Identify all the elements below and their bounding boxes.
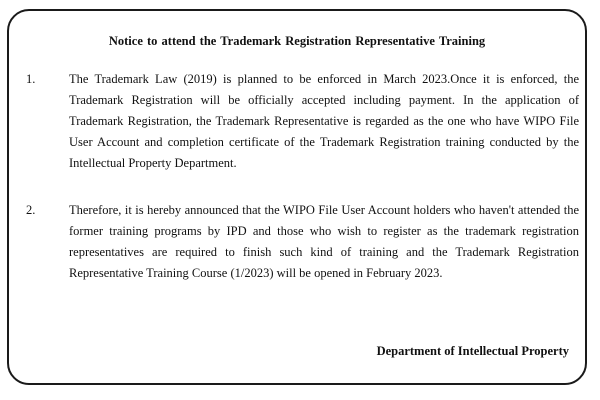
item-text: Therefore, it is hereby announced that the WIPO File User Account holders who haven't attended the former training programs by IPD and those who wish to register as the trademark registration representatives are required to finish such kind of training and the Trademark Registration Representative Training Course (1/2023) will be opened in February 2023. bbox=[69, 203, 579, 280]
item-number: 1. bbox=[26, 72, 36, 86]
signature: Department of Intellectual Property bbox=[376, 344, 569, 358]
item-number: 2. bbox=[26, 203, 36, 217]
item-text: The Trademark Law (2019) is planned to be enforced in March 2023.Once it is enforced, the Trademark Registration will be officially accepted including payment. In the application of Trademark Registration, the Trademark Representative is regarded as the one who have WIPO File User Account and completion certificate of the Trademark Registration training conducted by the Intellectual Property Department. bbox=[69, 72, 579, 170]
notice-box bbox=[7, 9, 587, 385]
notice-title: Notice to attend the Trademark Registration Representative Training bbox=[108, 34, 486, 48]
